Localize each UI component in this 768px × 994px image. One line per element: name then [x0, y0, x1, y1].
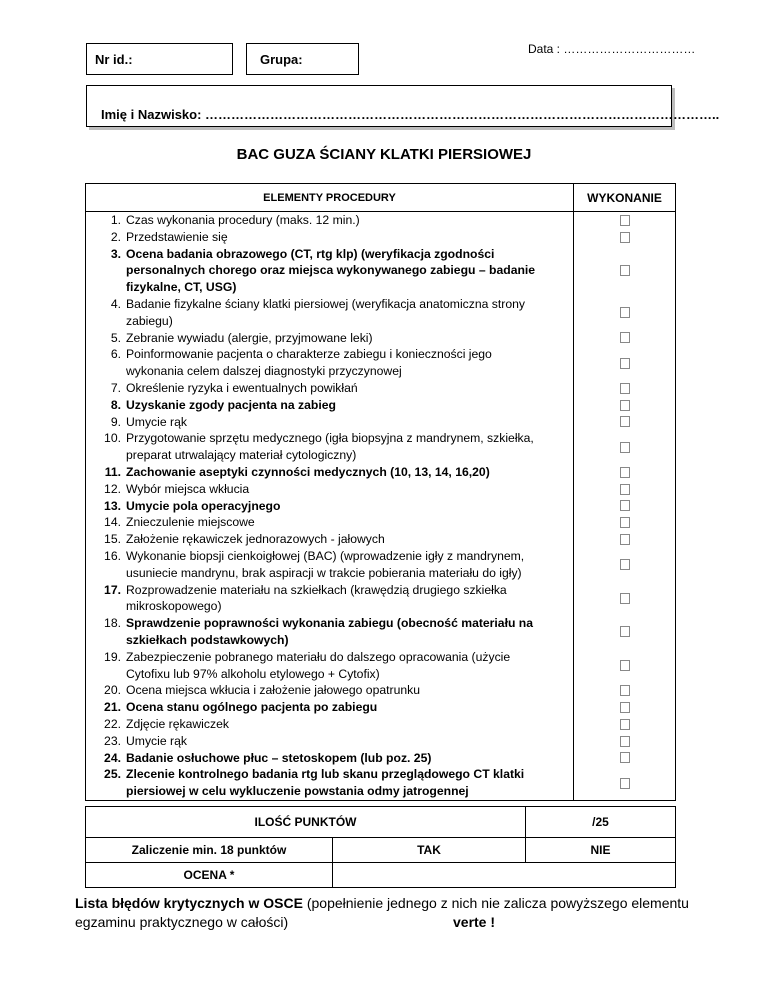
col-done-header: WYKONANIE	[574, 184, 676, 212]
procedure-item-line	[86, 548, 569, 565]
item-number	[86, 666, 126, 683]
item-text: Zachowanie aseptyki czynności medycznych (10, 13, 14, 16,20)	[126, 464, 490, 479]
item-text: wykonania celem dalszej diagnostyki przyczynowej	[126, 364, 402, 379]
done-checkbox[interactable]	[574, 430, 675, 464]
checkbox-square-icon	[620, 702, 630, 713]
procedure-item-line	[86, 565, 569, 582]
item-number	[86, 279, 126, 296]
checkbox-square-icon	[620, 358, 630, 369]
procedure-item-line	[86, 397, 569, 414]
critical-errors-note	[75, 894, 695, 932]
checkbox-square-icon	[620, 736, 630, 747]
item-text: Sprawdzenie poprawności wykonania zabiegu (obecność materiału na	[126, 616, 534, 631]
procedure-item-line	[86, 632, 569, 649]
procedure-item-line	[86, 649, 569, 666]
done-checkbox[interactable]	[574, 548, 675, 582]
checkbox-square-icon	[620, 400, 630, 411]
item-number: 24.	[104, 750, 121, 765]
procedure-item-line	[86, 783, 569, 800]
item-number	[86, 783, 126, 800]
item-number: 19.	[104, 649, 121, 664]
col-procedure-header: ELEMENTY PROCEDURY	[86, 184, 574, 212]
item-number: 13.	[104, 498, 121, 513]
item-text: mikroskopowego)	[126, 599, 222, 614]
done-checkbox[interactable]	[574, 531, 675, 548]
done-checkbox[interactable]	[574, 397, 675, 414]
procedure-item-line	[86, 464, 569, 481]
procedure-item-line	[86, 498, 569, 515]
item-text: Przygotowanie sprzętu medycznego (igła biopsyjna z mandrynem, szkiełka,	[126, 431, 534, 446]
checkbox-square-icon	[620, 383, 630, 394]
item-number: 9.	[110, 414, 121, 429]
critical-errors-text: (popełnienie jednego z nich nie zalicza powyższego elementu egzaminu praktycznego w całości)	[75, 895, 689, 930]
checkbox-square-icon	[620, 559, 630, 570]
item-text: Cytofixu lub 97% alkoholu etylowego + Cytofix)	[126, 666, 380, 681]
item-text: Zabezpieczenie pobranego materiału do dalszego opracowania (użycie	[126, 649, 511, 664]
done-checkbox[interactable]	[574, 514, 675, 531]
item-number: 6.	[110, 347, 121, 362]
checkbox-square-icon	[620, 719, 630, 730]
item-number: 21.	[104, 700, 121, 715]
item-text: Znieczulenie miejscowe	[126, 515, 255, 530]
score-table	[85, 806, 676, 888]
pass-label: Zaliczenie min. 18 punktów	[86, 838, 333, 863]
procedure-item-line	[86, 750, 569, 767]
done-checkbox[interactable]	[574, 615, 675, 649]
done-checkbox[interactable]	[574, 766, 675, 800]
done-checkbox[interactable]	[574, 330, 675, 347]
item-number: 3.	[110, 246, 121, 261]
item-number	[86, 313, 126, 330]
checkbox-square-icon	[620, 534, 630, 545]
procedure-item-line	[86, 582, 569, 599]
item-number: 20.	[104, 683, 121, 698]
nr-id-box	[86, 43, 233, 75]
procedure-item-line	[86, 279, 569, 296]
done-checkbox[interactable]	[574, 380, 675, 397]
item-number	[86, 262, 126, 279]
procedure-item-line	[86, 615, 569, 632]
item-number: 14.	[104, 515, 121, 530]
procedure-item-line	[86, 430, 569, 447]
item-number: 4.	[110, 296, 121, 311]
points-value: /25	[526, 807, 676, 838]
done-checkbox[interactable]	[574, 733, 675, 750]
no-option[interactable]: NIE	[526, 838, 676, 863]
item-number: 15.	[104, 532, 121, 547]
item-number: 7.	[110, 380, 121, 395]
checkbox-square-icon	[620, 467, 630, 478]
procedure-item-line	[86, 380, 569, 397]
item-text: Poinformowanie pacjenta o charakterze zabiegu i konieczności jego	[126, 347, 492, 362]
item-number: 5.	[110, 330, 121, 345]
checkbox-square-icon	[620, 517, 630, 528]
verte-label: verte !	[453, 914, 496, 930]
checkbox-square-icon	[620, 232, 630, 243]
done-checkbox[interactable]	[574, 414, 675, 431]
procedure-item-line	[86, 212, 569, 229]
item-text: Zdjęcie rękawiczek	[126, 716, 229, 731]
page-title: BAC GUZA ŚCIANY KLATKI PIERSIOWEJ	[236, 146, 532, 163]
item-text: Umycie rąk	[126, 733, 187, 748]
item-number: 23.	[104, 733, 121, 748]
procedure-item-line	[86, 296, 569, 313]
item-text: Określenie ryzyka i ewentualnych powikłań	[126, 380, 358, 395]
critical-errors-title: Lista błędów krytycznych w OSCE	[75, 895, 303, 911]
item-number	[86, 363, 126, 380]
procedure-item-line	[86, 733, 569, 750]
checkbox-column	[574, 212, 676, 801]
item-number: 17.	[104, 582, 121, 597]
checkbox-square-icon	[620, 215, 630, 226]
done-checkbox[interactable]	[574, 481, 675, 498]
item-text: personalnych chorego oraz miejsca wykonywanego zabiegu – badanie	[126, 263, 536, 278]
procedure-item-line	[86, 598, 569, 615]
procedure-item-line	[86, 313, 569, 330]
procedure-item-line	[86, 447, 569, 464]
procedure-item-line	[86, 363, 569, 380]
item-text: Czas wykonania procedury (maks. 12 min.)	[126, 213, 360, 227]
item-number	[86, 565, 126, 582]
checkbox-square-icon	[620, 416, 630, 427]
procedure-item-line	[86, 229, 569, 246]
checkbox-square-icon	[620, 685, 630, 696]
item-text: Umycie pola operacyjnego	[126, 498, 281, 513]
item-number: 25.	[104, 767, 121, 782]
item-text: Uzyskanie zgody pacjenta na zabieg	[126, 397, 336, 412]
done-checkbox[interactable]	[574, 346, 675, 380]
item-text: Badanie osłuchowe płuc – stetoskopem (lub poz. 25)	[126, 750, 432, 765]
item-text: Wybór miejsca wkłucia	[126, 481, 250, 496]
date-field: Data : ……………………………	[528, 42, 696, 56]
done-checkbox[interactable]	[574, 750, 675, 767]
procedure-item-line	[86, 682, 569, 699]
yes-option[interactable]: TAK	[333, 838, 526, 863]
points-label: ILOŚĆ PUNKTÓW	[86, 807, 526, 838]
item-number: 10.	[104, 431, 121, 446]
checkbox-square-icon	[620, 752, 630, 763]
procedure-item-line	[86, 716, 569, 733]
done-checkbox[interactable]	[574, 582, 675, 616]
item-number: 18.	[104, 616, 121, 631]
procedure-item-line	[86, 481, 569, 498]
item-number: 8.	[110, 397, 121, 412]
done-checkbox[interactable]	[574, 246, 675, 296]
item-number: 16.	[104, 548, 121, 563]
item-text: Rozprowadzenie materiału na szkiełkach (krawędzią drugiego szkiełka	[126, 582, 507, 597]
done-checkbox[interactable]	[574, 682, 675, 699]
nr-id-label: Nr id.:	[95, 52, 133, 67]
procedure-item-line	[86, 514, 569, 531]
item-number: 2.	[110, 229, 121, 244]
checkbox-square-icon	[620, 442, 630, 453]
grade-value[interactable]	[333, 863, 676, 888]
done-checkbox[interactable]	[574, 699, 675, 716]
item-text: Zlecenie kontrolnego badania rtg lub skanu przeglądowego CT klatki	[126, 767, 525, 782]
checkbox-square-icon	[620, 660, 630, 671]
procedure-item-line	[86, 346, 569, 363]
item-text: fizykalne, CT, USG)	[126, 280, 237, 295]
item-text: Wykonanie biopsji cienkoigłowej (BAC) (wprowadzenie igły z mandrynem,	[126, 548, 525, 563]
item-text: Ocena miejsca wkłucia i założenie jałowego opatrunku	[126, 683, 421, 698]
done-checkbox[interactable]	[574, 464, 675, 481]
done-checkbox[interactable]	[574, 716, 675, 733]
item-text: preparat utrwalający materiał cytologiczny)	[126, 448, 357, 463]
procedure-item-line	[86, 766, 569, 783]
item-text: Zebranie wywiadu (alergie, przyjmowane leki)	[126, 330, 373, 345]
procedure-item-line	[86, 262, 569, 279]
procedure-item-line	[86, 246, 569, 263]
checkbox-square-icon	[620, 626, 630, 637]
grade-label: OCENA *	[86, 863, 333, 888]
item-text: Ocena badania obrazowego (CT, rtg klp) (weryfikacja zgodności	[126, 246, 495, 261]
item-text: Przedstawienie się	[126, 229, 228, 244]
item-number: 11.	[104, 464, 121, 479]
item-number: 1.	[110, 213, 121, 227]
item-text: zabiegu)	[126, 313, 173, 328]
item-text: piersiowej w celu wykluczenie powstania odmy jatrogennej	[126, 784, 469, 799]
done-checkbox[interactable]	[574, 649, 675, 683]
done-checkbox[interactable]	[574, 498, 675, 515]
checkbox-square-icon	[620, 500, 630, 511]
item-number: 12.	[104, 481, 121, 496]
checkbox-square-icon	[620, 778, 630, 789]
item-number: 22.	[104, 716, 121, 731]
name-box	[86, 85, 720, 127]
item-text: Umycie rąk	[126, 414, 187, 429]
procedure-table	[85, 183, 676, 801]
checkbox-square-icon	[620, 484, 630, 495]
done-checkbox[interactable]	[574, 296, 675, 330]
procedure-item-line	[86, 531, 569, 548]
item-text: Badanie fizykalne ściany klatki piersiowej (weryfikacja anatomiczna strony	[126, 296, 525, 311]
item-text: usuniecie mandrynu, brak aspiracji w trakcie pobierania materiału do igły)	[126, 565, 522, 580]
procedure-item-line	[86, 414, 569, 431]
grupa-box	[246, 43, 359, 75]
done-checkbox[interactable]	[574, 212, 675, 229]
checkbox-square-icon	[620, 265, 630, 276]
item-text: Ocena stanu ogólnego pacjenta po zabiegu	[126, 700, 378, 715]
procedure-item-line	[86, 699, 569, 716]
checkbox-square-icon	[620, 593, 630, 604]
checkbox-square-icon	[620, 307, 630, 318]
item-text: Założenie rękawiczek jednorazowych - jałowych	[126, 532, 385, 547]
procedure-items	[86, 212, 574, 801]
done-checkbox[interactable]	[574, 229, 675, 246]
item-number	[86, 447, 126, 464]
grupa-label: Grupa:	[260, 52, 303, 67]
item-text: szkiełkach podstawkowych)	[126, 632, 289, 647]
item-number	[86, 598, 126, 615]
item-number	[86, 632, 126, 649]
procedure-item-line	[86, 666, 569, 683]
name-label: Imię i Nazwisko: ………………………………………………………………………………………………………..	[101, 107, 720, 122]
procedure-item-line	[86, 330, 569, 347]
checkbox-square-icon	[620, 332, 630, 343]
